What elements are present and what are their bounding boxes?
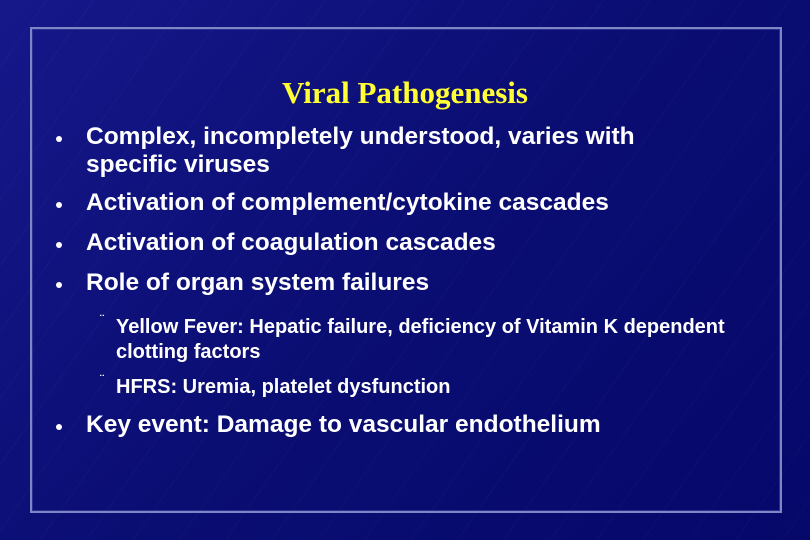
sub-bullet-marker-icon: ¨	[100, 312, 105, 326]
bullet-dot-icon	[56, 202, 62, 208]
main-bullet-list	[54, 123, 754, 309]
bullet-item	[54, 411, 754, 439]
bullet-text: Key event: Damage to vascular endothelium	[86, 411, 601, 438]
sub-bullet-item	[100, 312, 762, 365]
bullet-text: Activation of complement/cytokine cascades	[86, 189, 609, 216]
sub-bullet-text: HFRS: Uremia, platelet dysfunction	[116, 376, 451, 398]
sub-bullet-text: Yellow Fever: Hepatic failure, deficiency of Vitamin K dependent clotting factors	[116, 316, 725, 363]
sub-bullet-item	[100, 372, 762, 400]
bullet-dot-icon	[56, 136, 62, 142]
bullet-item	[54, 189, 754, 217]
final-bullet-list	[54, 411, 754, 451]
slide-title: Viral Pathogenesis	[282, 75, 528, 110]
bullet-item	[54, 229, 754, 257]
bullet-text: Complex, incompletely understood, varies with specific viruses	[86, 123, 635, 178]
bullet-text: Role of organ system failures	[86, 269, 430, 296]
bullet-dot-icon	[56, 242, 62, 248]
bullet-text: Activation of coagulation cascades	[86, 229, 496, 256]
sub-bullet-marker-icon: ¨	[100, 372, 105, 386]
bullet-dot-icon	[56, 424, 62, 430]
bullet-dot-icon	[56, 282, 62, 288]
bullet-item	[54, 123, 754, 179]
sub-bullet-list	[100, 312, 762, 410]
bullet-item	[54, 269, 754, 297]
